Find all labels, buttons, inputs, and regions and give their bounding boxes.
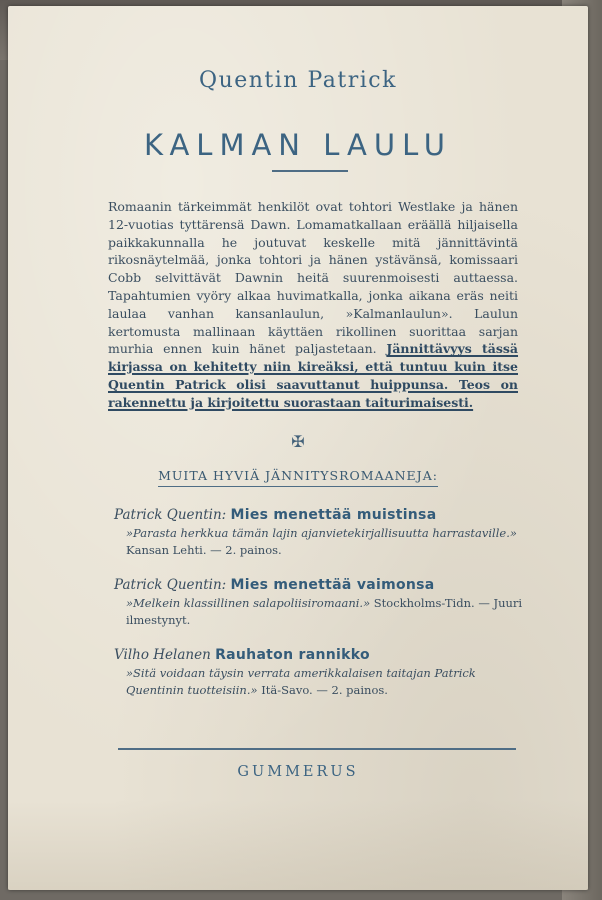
other-book-title: Rauhaton rannikko [215, 647, 370, 663]
other-book-item [114, 506, 524, 559]
publisher-divider [118, 748, 516, 750]
description-intro: Romaanin tärkeimmät henkilöt ovat tohtori Westlake ja hänen 12-vuotias tyttärensä Dawn. Lomamatkallaan eräällä hiljaisella paikkakunnalla he joutuvat keskelle mitä jännittävintä rikosnäytelmää, jonka tohtori ja hänen ystävänsä, komissaari Cobb selvittävät Dawnin heitä suurenmoisesti auttaessa. Tapahtumien vyöry alkaa huvimatkalla, jonka aikana eräs neiti laulaa vanhan kansanlaulun, »Kalmanlaulun». Laulun kertomusta mallinaan käyttäen rikollinen suorittaa sarjan murhia ennen kuin hänet paljastetaan. [108, 199, 518, 357]
other-book-source: Kansan Lehti. — 2. painos. [126, 543, 282, 557]
other-book-item [114, 576, 524, 629]
ornament-cross-icon: ✠ [291, 432, 305, 451]
other-books-heading-text: MUITA HYVIÄ JÄNNITYSROMAANEJA: [158, 468, 438, 487]
other-book-review [114, 665, 524, 699]
other-book-author: Patrick Quentin: [114, 507, 227, 523]
other-book-author: Patrick Quentin: [114, 577, 227, 593]
other-book-author: Vilho Helanen [114, 647, 211, 663]
other-book-head [114, 576, 524, 595]
author-name: Quentin Patrick [199, 68, 397, 93]
other-book-source: Itä-Savo. — 2. painos. [261, 683, 388, 697]
book-title: KALMAN LAULU [143, 128, 453, 162]
publisher-name: GUMMERUS [237, 764, 359, 780]
other-book-title: Mies menettää vaimonsa [230, 577, 435, 593]
other-book-title: Mies menettää muistinsa [230, 507, 437, 523]
other-book-quote: »Parasta herkkua tämän lajin ajanvietekirjallisuutta harrastaville.» [126, 526, 517, 540]
other-book-source: Stockholms-Tidn. — Juuri ilmestynyt. [126, 596, 523, 627]
other-book-quote: »Sitä voidaan täysin verrata amerikkalaisen taitajan Patrick Quentinin tuotteisiin.» [126, 666, 476, 697]
other-book-quote: »Melkein klassillinen salapoliisiromaani.» [126, 596, 371, 610]
other-books-heading [8, 468, 588, 483]
description-highlight: Jännittävyys tässä kirjassa on kehitetty niin kireäksi, että tuntuu kuin itse Quentin Patrick olisi saavuttanut huippunsa. Teos on rakennettu ja kirjoitettu suorastaan taiturimaisesti. [108, 341, 519, 410]
other-book-review [114, 525, 524, 559]
other-book-review [114, 595, 524, 629]
book-back-cover [8, 6, 588, 890]
other-book-head [114, 646, 524, 665]
other-book-head [114, 506, 524, 525]
other-book-item [114, 646, 524, 699]
book-description [108, 198, 518, 412]
title-underline [272, 170, 348, 172]
